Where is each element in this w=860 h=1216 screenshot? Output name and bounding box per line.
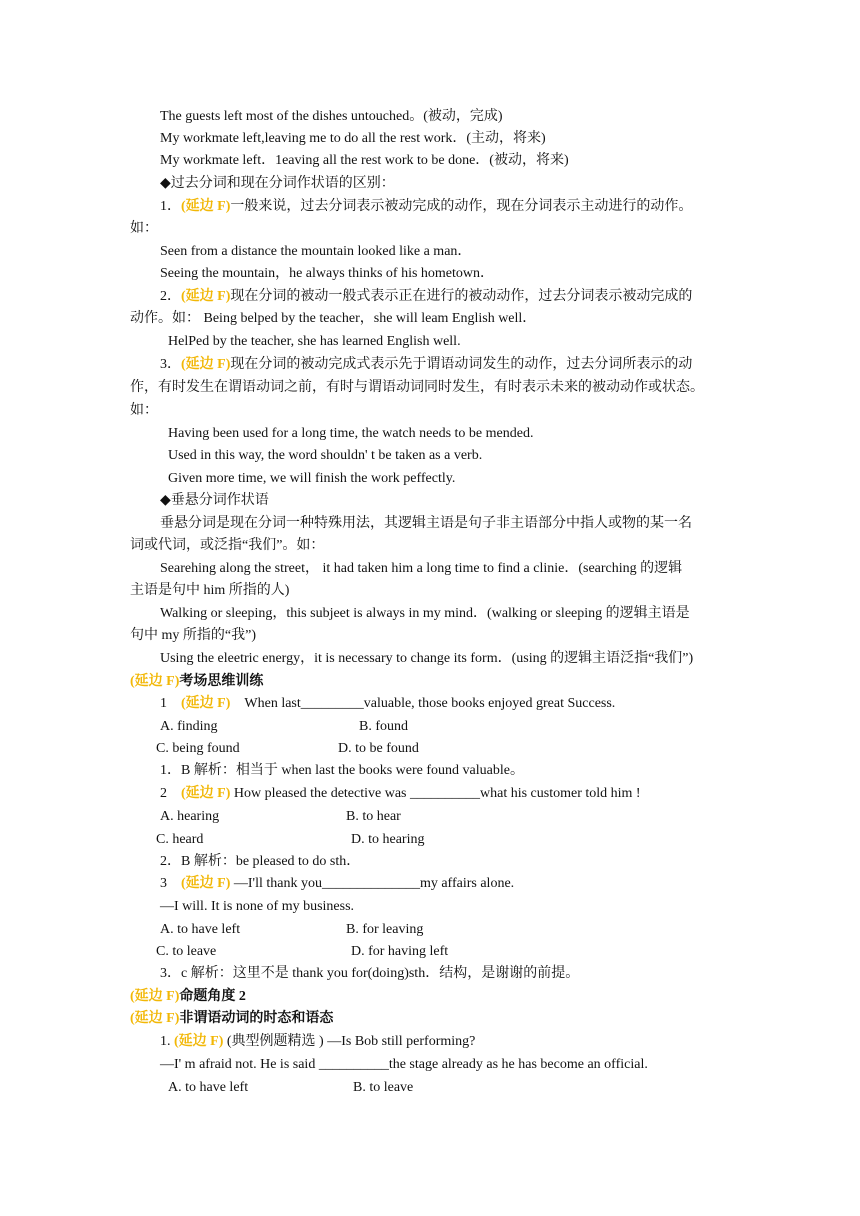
example-line: HelPed by the teacher, she has learned English well. [168, 334, 461, 349]
text-line: My workmate left,leaving me to do all the rest work．(主动，将来) [160, 131, 546, 146]
option-c: C. heard [156, 832, 204, 847]
source-tag: (延边 F) [181, 876, 231, 891]
example-line: Searehing along the street， it had taken him a long time to find a clinie．(searching 的逻辑 [160, 561, 683, 576]
option-a: A. to have left [168, 1080, 249, 1095]
option-d: D. for having left [351, 944, 449, 959]
dialogue-reply: —I' m afraid not. He is said __________the stage already as he has become an official. [160, 1057, 648, 1072]
source-tag: (延边 F) [174, 1034, 224, 1049]
example-line: Seeing the mountain，he always thinks of his hometown． [160, 266, 495, 281]
option-b: B. found [359, 719, 408, 734]
text-line: 主语是句中 him 所指的人) [130, 583, 290, 598]
example-line: Having been used for a long time, the watch needs to be mended. [168, 426, 534, 441]
example-question-1: 1. (延边 F) (典型例题精选 ) —Is Bob still performing? [160, 1034, 476, 1049]
text-line: The guests left most of the dishes untouched。(被动，完成) [160, 109, 503, 124]
option-d: D. to hearing [351, 832, 425, 847]
section-title: (延边 F)考场思维训练 [130, 674, 264, 689]
option-b: B. for leaving [346, 922, 424, 937]
text-line: 句中 my 所指的“我”) [130, 628, 256, 643]
section-title: (延边 F)非谓语动词的时态和语态 [130, 1011, 334, 1026]
source-tag: (延边 F) [181, 199, 231, 214]
text-line: 动作。如： Being belped by the teacher，she will leam English well． [130, 311, 537, 326]
source-tag: (延边 F) [130, 989, 180, 1004]
example-line: Walking or sleeping，this subjeet is always in my mind．(walking or sleeping 的逻辑主语是 [160, 606, 690, 621]
example-line: Using the eleetric energy，it is necessary to change its form．(using 的逻辑主语泛指“我们”) [160, 651, 694, 666]
question-3: 3 (延边 F) —I'll thank you______________my affairs alone. [160, 876, 515, 891]
answer-explanation: 1．B 解析：相当于 when last the books were found valuable。 [160, 763, 524, 778]
option-a: A. hearing [160, 809, 220, 824]
question-1: 1 (延边 F) When last_________valuable, those books enjoyed great Success. [160, 696, 616, 711]
text-line: My workmate left．1eaving all the rest work to be done．(被动，将来) [160, 153, 569, 168]
option-c: C. to leave [156, 944, 217, 959]
source-tag: (延边 F) [130, 1011, 180, 1026]
question-2: 2 (延边 F) How pleased the detective was __________what his customer told him ! [160, 786, 641, 801]
text-line: 如： [130, 403, 158, 418]
option-d: D. to be found [338, 741, 419, 756]
example-line: Given more time, we will finish the work peffectly. [168, 471, 456, 486]
text-line: 作，有时发生在谓语动词之前，有时与谓语动词同时发生，有时表示未来的被动动作或状态。 [130, 380, 704, 395]
section-heading: ◆过去分词和现在分词作状语的区别： [160, 176, 395, 191]
section-title: (延边 F)命题角度 2 [130, 989, 246, 1004]
example-line: Seen from a distance the mountain looked like a man． [160, 244, 472, 259]
option-b: B. to leave [353, 1080, 414, 1095]
option-c: C. being found [156, 741, 240, 756]
example-line: Used in this way, the word shouldn' t be taken as a verb. [168, 448, 483, 463]
numbered-point: 3．(延边 F)现在分词的被动完成式表示先于谓语动词发生的动作，过去分词所表示的动 [160, 357, 693, 372]
text-line: 垂悬分词是现在分词一种特殊用法，其逻辑主语是句子非主语部分中指人或物的某一名 [160, 516, 692, 531]
source-tag: (延边 F) [181, 696, 231, 711]
answer-explanation: 3．c 解析：这里不是 thank you for(doing)sth．结构，是谢谢的前提。 [160, 966, 580, 981]
answer-explanation: 2．B 解析：be pleased to do sth． [160, 854, 361, 869]
option-b: B. to hear [346, 809, 401, 824]
source-tag: (延边 F) [181, 289, 231, 304]
text-line: 词或代词，或泛指“我们”。如： [130, 538, 325, 553]
source-tag: (延边 F) [181, 786, 231, 801]
dialogue-reply: —I will. It is none of my business. [160, 899, 355, 914]
source-tag: (延边 F) [130, 674, 180, 689]
option-a: A. to have left [160, 922, 241, 937]
numbered-point: 1．(延边 F)一般来说，过去分词表示被动完成的动作，现在分词表示主动进行的动作。 [160, 199, 693, 214]
option-a: A. finding [160, 719, 218, 734]
text-line: 如： [130, 221, 158, 236]
source-tag: (延边 F) [181, 357, 231, 372]
numbered-point: 2．(延边 F)现在分词的被动一般式表示正在进行的被动动作，过去分词表示被动完成的 [160, 289, 693, 304]
section-heading: ◆垂悬分词作状语 [160, 493, 269, 508]
